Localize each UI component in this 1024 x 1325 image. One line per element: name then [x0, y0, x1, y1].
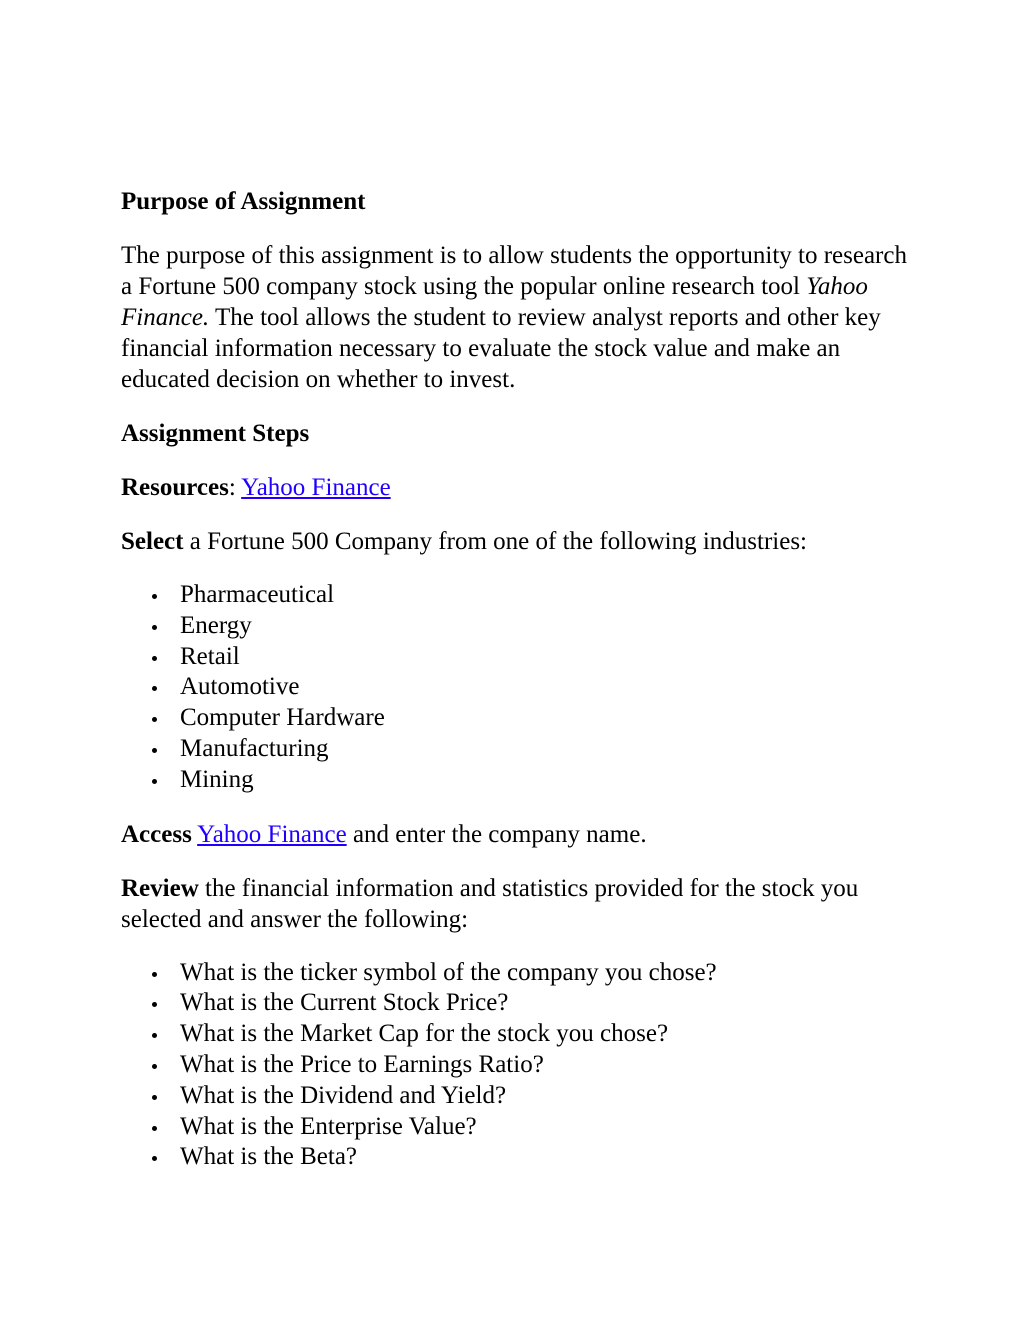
- purpose-heading: Purpose of Assignment: [121, 188, 366, 215]
- list-item: What is the ticker symbol of the company you chose?: [180, 958, 911, 989]
- review-text: the financial information and statistics provided for the stock you selected and answer the following:: [121, 874, 859, 933]
- list-item: What is the Enterprise Value?: [180, 1112, 911, 1143]
- list-item: What is the Price to Earnings Ratio?: [180, 1050, 911, 1081]
- resources-label: Resources: [121, 474, 229, 501]
- resources-yahoo-finance-link[interactable]: Yahoo Finance: [241, 474, 391, 501]
- review-label: Review: [121, 874, 199, 902]
- list-item: What is the Dividend and Yield?: [180, 1081, 911, 1112]
- list-item: Energy: [180, 611, 911, 642]
- purpose-text-before: The purpose of this assignment is to allow students the opportunity to research a Fortune 500 company stock using the popular online research tool: [121, 242, 907, 300]
- list-item: Computer Hardware: [180, 703, 911, 734]
- select-line: [121, 526, 911, 557]
- assignment-steps-heading: Assignment Steps: [121, 420, 310, 447]
- access-text: and enter the company name.: [346, 820, 647, 848]
- list-item: What is the Beta?: [180, 1142, 911, 1173]
- list-item: What is the Current Stock Price?: [180, 988, 911, 1019]
- list-item: What is the Market Cap for the stock you chose?: [180, 1019, 911, 1050]
- review-line: [121, 873, 911, 935]
- access-line: [121, 819, 911, 850]
- resources-line: [121, 472, 911, 503]
- access-yahoo-finance-link[interactable]: Yahoo Finance: [197, 820, 347, 848]
- questions-list: [121, 958, 911, 1174]
- document-page: [121, 186, 911, 1173]
- purpose-tool-name: Yahoo Finance.: [121, 273, 868, 331]
- purpose-paragraph: [121, 240, 911, 395]
- access-label: Access: [121, 820, 192, 848]
- resources-separator: :: [228, 474, 242, 501]
- list-item: Mining: [180, 765, 911, 796]
- list-item: Automotive: [180, 672, 911, 703]
- list-item: Manufacturing: [180, 734, 911, 765]
- select-text: a Fortune 500 Company from one of the following industries:: [183, 528, 807, 555]
- industries-list: [121, 580, 911, 796]
- purpose-text-after: The tool allows the student to review analyst reports and other key financial information necessary to evaluate the stock value and make an educated decision on whether to invest.: [121, 304, 881, 393]
- list-item: Retail: [180, 642, 911, 673]
- select-label: Select: [121, 528, 184, 555]
- list-item: Pharmaceutical: [180, 580, 911, 611]
